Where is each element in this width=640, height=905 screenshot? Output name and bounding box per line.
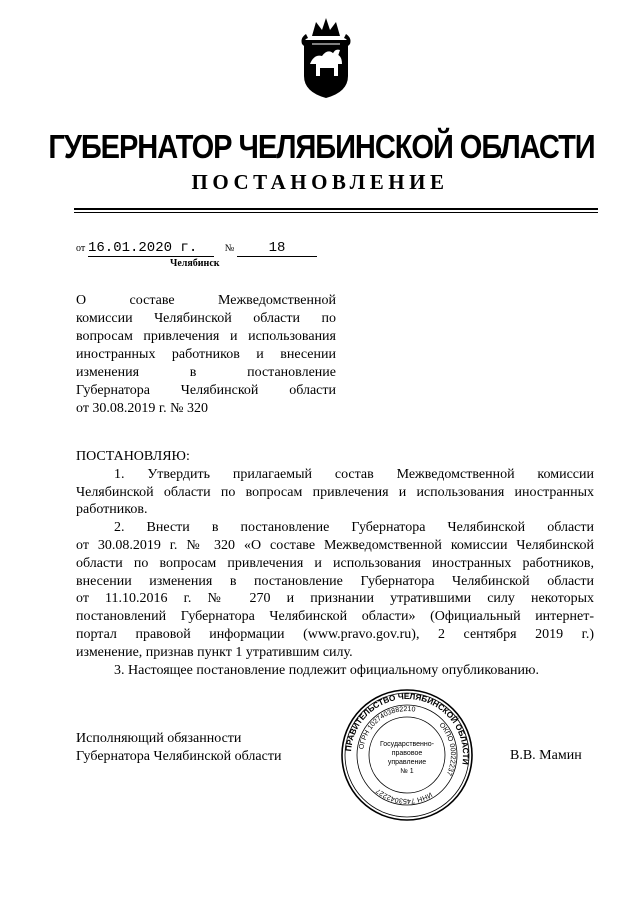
seal-center-line: управление — [387, 759, 427, 766]
subject-line: О составе Межведомственной — [76, 293, 336, 308]
signatory-name: В.В. Мамин — [510, 748, 582, 763]
number-prefix: № — [224, 243, 235, 254]
header-rule-thin — [74, 212, 598, 213]
subject-line: иностранных работников и внесении — [76, 347, 336, 362]
document-body — [76, 448, 594, 679]
item-3: 3. Настоящее постановление подлежит официальному опубликованию. — [114, 662, 539, 678]
seal-inn: ИНН 7453042227 — [375, 786, 434, 805]
subject-line: изменения в постановление — [76, 365, 336, 380]
item-1: 1. Утвердить прилагаемый состав Межведомственной комиссии Челябинской области по вопросам привлечения и использования иностранных работников. — [76, 466, 594, 518]
header-rule-thick — [74, 208, 598, 210]
subject-line: от 30.08.2019 г. № 320 — [76, 401, 208, 416]
city-label: Челябинск — [170, 258, 220, 269]
subject-line: вопросам привлечения и использования — [76, 329, 336, 344]
document-title: ГУБЕРНАТОР ЧЕЛЯБИНСКОЙ ОБЛАСТИ — [48, 128, 595, 165]
seal-outer-text: ПРАВИТЕЛЬСТВО ЧЕЛЯБИНСКОЙ ОБЛАСТИ — [344, 691, 471, 766]
subject-line: комиссии Челябинской области по — [76, 311, 336, 326]
seal-okpo: ОКПО 00022237 — [437, 721, 457, 777]
document-type: ПОСТАНОВЛЕНИЕ — [191, 170, 449, 194]
coat-of-arms-icon — [296, 14, 356, 100]
svg-text:ОКПО 00022237 — [438, 722, 456, 777]
signatory-position: Исполняющий обязанности Губернатора Челябинской области — [76, 731, 282, 764]
number-value: 18 — [268, 240, 286, 256]
seal-center-line: Государственно- — [379, 741, 435, 748]
svg-text:ИНН 7453042227 — [375, 787, 433, 804]
seal-center-line: правовое — [391, 750, 423, 757]
date-value: 16.01.2020 г. — [88, 240, 198, 256]
seal-center-line: № 1 — [400, 768, 414, 775]
document-subject — [76, 292, 336, 418]
date-prefix: от — [76, 243, 86, 254]
official-seal — [340, 688, 474, 822]
item-2: 2. Внести в постановление Губернатора Челябинской области от 30.08.2019 г. № 320 «О составе Межведомственной комиссии Челябинской области по вопросам привлечения и использования иностранных работников, внесении изменения в постановление Губернатора Челябинской области от 11.10.2016 г. № 270 и признании утратившими силу некоторых постановлений Губернатора Челябинской области» (Официальный интернет- портал правовой информации (www.pravo.gov.ru), 2 сентября 2019 г.) изменение, признав пункт 1 утратившим силу. — [76, 520, 594, 660]
subject-line: Губернатора Челябинской области — [76, 383, 336, 398]
date-number-line — [76, 240, 317, 257]
seal-ogrn: ОГРН 1027403882210 — [358, 705, 416, 750]
body-heading: ПОСТАНОВЛЯЮ: — [76, 449, 190, 464]
